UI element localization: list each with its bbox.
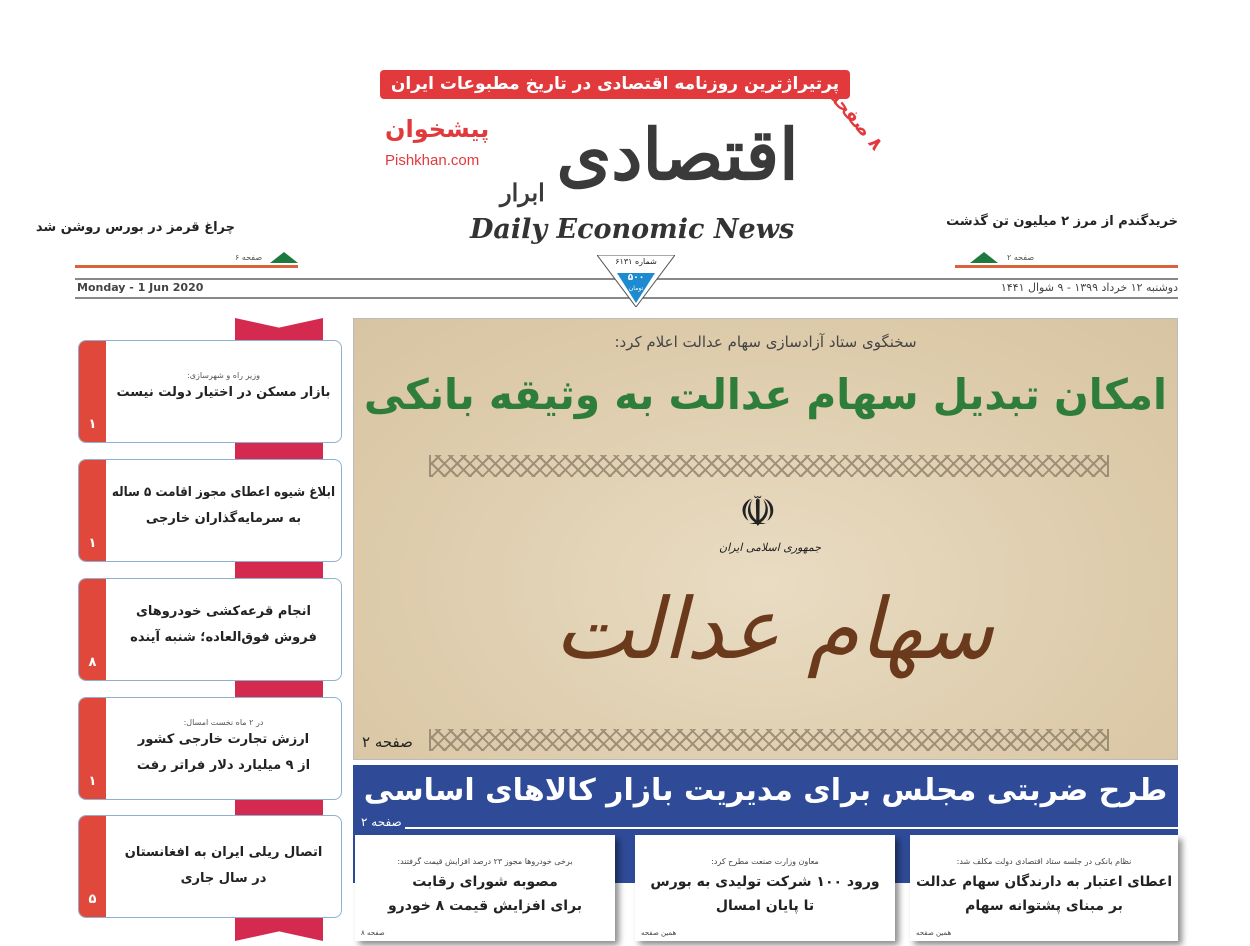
side-kicker: وزیر راه و شهرسازی: [187,371,260,380]
triangle-icon [970,252,998,263]
slogan-banner: پرتیراژترین روزنامه اقتصادی در تاریخ مطبوعات ایران [380,70,850,99]
side-story[interactable] [78,340,342,443]
issue-currency: تومان [628,285,644,292]
side-headline: ابلاغ شیوه اعطای مجوز اقامت ۵ ساله [111,485,335,500]
divider [955,265,1178,268]
issue-number: شماره ۶۱۳۱ [615,257,657,266]
card-kicker: برخی خودروها مجوز ۲۳ درصد افزایش قیمت گرفتند: [397,857,573,866]
ribbon [235,318,323,342]
logo-small: ابرار [500,178,545,207]
card-page: صفحه ۸ [361,929,385,937]
issue-price: ۵۰۰ [627,273,645,283]
side-headline: به سرمایه‌گذاران خارجی [145,511,302,526]
side-headline: در سال جاری [180,871,267,886]
card-page: همین صفحه [916,929,952,937]
side-page: ۱ [88,536,97,551]
side-story[interactable] [78,697,342,800]
banner-page: صفحه ۲ [361,815,402,829]
card-kicker: نظام بانکی در جلسه ستاد اقتصادی دولت مکلف شد: [956,857,1132,866]
card-headline: مصوبه شورای رقابت [412,874,558,890]
side-headline: ارزش تجارت خارجی کشور [137,732,310,747]
side-headline: فروش فوق‌العاده؛ شنبه آینده [130,630,317,645]
side-headline: بازار مسکن در اختیار دولت نیست [116,385,331,400]
side-story[interactable] [78,459,342,562]
card-headline: تا پایان امسال [715,898,815,914]
teaser-right-title[interactable]: خریدگندم از مرز ۲ میلیون تن گذشت [946,214,1178,229]
date-english: Monday - 1 Jun 2020 [77,281,204,294]
side-page: ۵ [88,892,97,907]
card-headline: بر مبنای پشتوانه سهام [965,898,1123,914]
card-headline: اعطای اعتبار به دارندگان سهام عدالت [915,874,1172,890]
side-headline: از ۹ میلیارد دلار فراتر رفت [136,758,311,773]
side-headline: انجام قرعه‌کشی خودروهای [135,604,312,619]
card-page: همین صفحه [641,929,677,937]
triangle-icon [270,252,298,263]
side-page: ۱ [88,774,97,789]
bottom-card[interactable] [910,835,1178,941]
lead-kicker: سخنگوی ستاد آزادسازی سهام عدالت اعلام کرد: [614,333,917,351]
divider [405,827,1178,829]
side-story[interactable] [78,578,342,681]
teaser-left-page: صفحه ۶ [235,253,263,262]
watermark: پیشخوان [385,115,490,143]
decorative-pattern [429,455,1109,477]
side-page: ۱ [88,417,97,432]
side-headline: اتصال ریلی ایران به افغانستان [124,845,323,860]
teaser-right-page: صفحه ۲ [1007,253,1035,262]
page-count: ۸ صفحه [824,86,887,155]
emblem-text: جمهوری اسلامی ایران [719,541,822,554]
bottom-card[interactable] [355,835,615,941]
banner-headline-box[interactable] [363,771,1168,811]
decorative-pattern [429,729,1109,751]
bottom-card[interactable] [635,835,895,941]
side-story[interactable] [78,815,342,918]
date-persian: دوشنبه ۱۲ خرداد ۱۳۹۹ - ۹ شوال ۱۴۴۱ [1000,281,1178,294]
lead-story[interactable] [353,318,1178,760]
divider [75,265,298,268]
lead-page: صفحه ۲ [362,733,413,751]
lead-headline[interactable]: امکان تبدیل سهام عدالت به وثیقه بانکی [363,370,1167,419]
issue-badge [597,255,675,307]
logo-main: اقتصادی [556,113,799,196]
card-headline: ورود ۱۰۰ شرکت تولیدی به بورس [650,874,880,890]
watermark-url: Pishkhan.com [385,152,480,169]
english-name: Daily Economic News [470,214,795,245]
ribbon [235,917,323,941]
side-page: ۸ [88,655,97,670]
teaser-left-title[interactable]: چراغ قرمز در بورس روشن شد [35,220,235,235]
banner-headline[interactable]: طرح ضربتی مجلس برای مدیریت بازار کالاهای اساسی [363,773,1168,808]
card-kicker: معاون وزارت صنعت مطرح کرد: [711,857,819,866]
lead-calligraphy: سهام عدالت [554,580,994,678]
side-kicker: در ۲ ماه نخست امسال: [183,718,264,727]
lead-headline-box[interactable] [364,367,1167,423]
emblem-icon: ☫ [739,487,777,536]
card-headline: برای افزایش قیمت ۸ خودرو [387,898,583,914]
